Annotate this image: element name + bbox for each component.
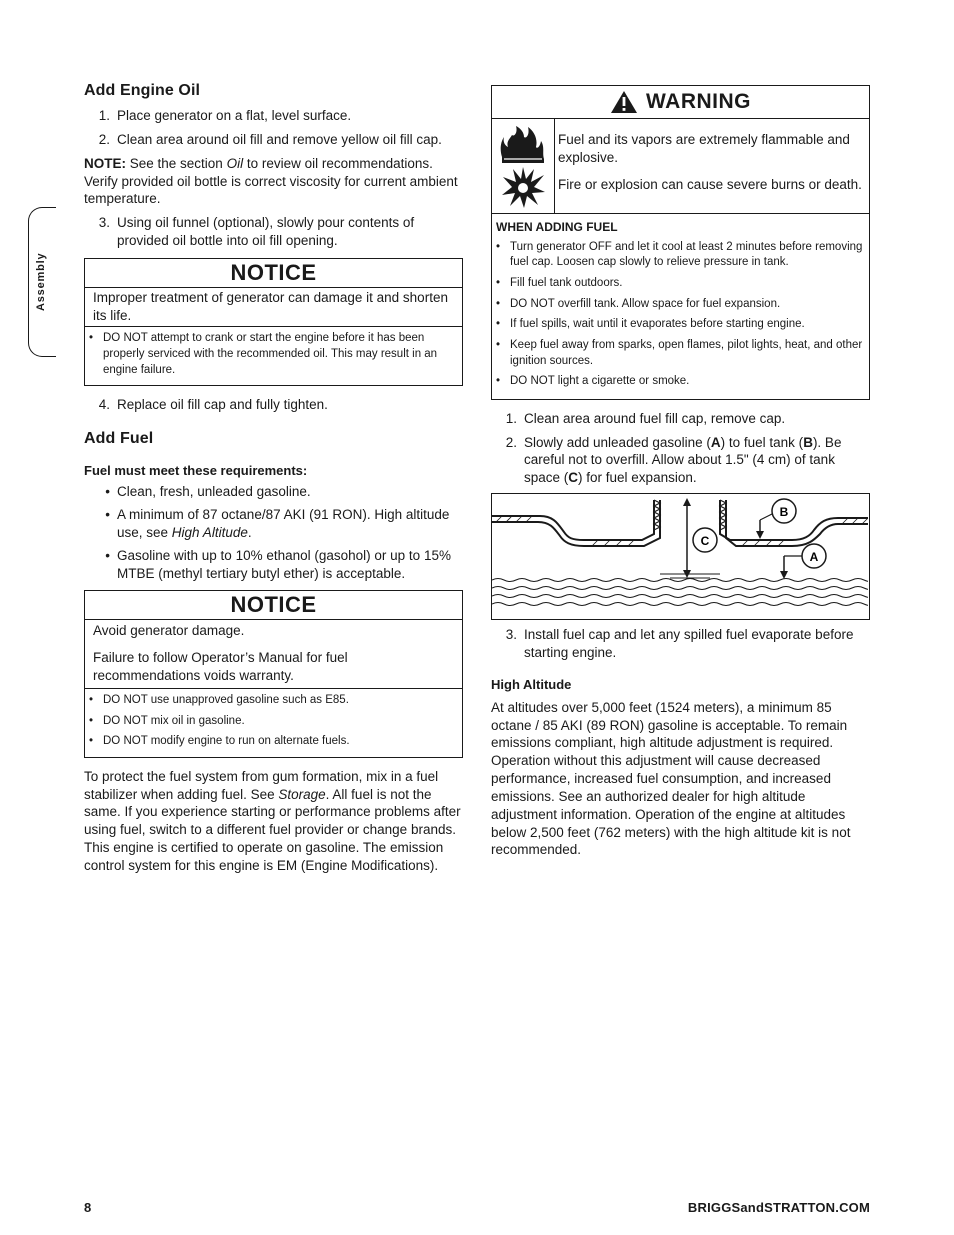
fuel-stabilizer-paragraph: To protect the fuel system from gum formation, mix in a fuel stabilizer when adding fuel. See Storage. All fuel is not the same. If you experience starting or performance problems after using fuel, switch to a different fuel provider or change brands. This engine is certified to operate on gasoline. The emission control system for this engine is EM (Engine Modifications). bbox=[84, 768, 461, 873]
oil-section-reference[interactable]: Oil bbox=[226, 155, 244, 171]
list-item: 3. Using oil funnel (optional), slowly pour contents of provided oil bottle into oil fill opening. bbox=[98, 215, 415, 248]
hazard-text-flammable: Fuel and its vapors are extremely flammable and explosive. bbox=[558, 132, 850, 165]
list-item: • Turn generator OFF and let it cool at least 2 minutes before removing fuel cap. Loosen cap slowly to relieve pressure in tank. bbox=[496, 240, 863, 269]
engine-oil-steps bbox=[84, 107, 463, 149]
label-a: A bbox=[809, 550, 819, 565]
list-item: • DO NOT modify engine to run on alternate fuels. bbox=[89, 735, 350, 748]
left-column bbox=[84, 80, 463, 881]
list-item: • DO NOT mix oil in gasoline. bbox=[89, 714, 245, 727]
list-item: 1. Place generator on a flat, level surface. bbox=[98, 108, 352, 124]
list-item: • Clean, fresh, unleaded gasoline. bbox=[105, 484, 311, 500]
list-item: 3. Install fuel cap and let any spilled fuel evaporate before starting engine. bbox=[505, 627, 854, 660]
fuel-requirements-list bbox=[84, 483, 463, 582]
side-tab-label: Assembly bbox=[35, 252, 47, 312]
warning-title: WARNING bbox=[646, 90, 751, 114]
notice-message: Improper treatment of generator can damage it and shorten its life. bbox=[93, 289, 448, 323]
list-item: 4. Replace oil fill cap and fully tighten. bbox=[98, 397, 328, 413]
list-item: • Keep fuel away from sparks, open flames, pilot lights, heat, and other ignition sources. bbox=[496, 338, 863, 367]
oil-notice-box bbox=[84, 258, 463, 387]
list-item: • Gasoline with up to 10% ethanol (gasohol) or up to 15% MTBE (methyl tertiary butyl ether) is acceptable. bbox=[105, 547, 451, 581]
add-fuel-heading: Add Fuel bbox=[84, 430, 154, 448]
fuel-warning-box bbox=[491, 85, 870, 400]
list-item: • DO NOT use unapproved gasoline such as E85. bbox=[89, 693, 349, 706]
warning-bullets bbox=[492, 240, 869, 399]
right-column bbox=[491, 85, 870, 865]
list-item: • DO NOT attempt to crank or start the engine before it has been properly serviced with the recommended oil. This may result in an engine failure. bbox=[89, 332, 438, 376]
fuel-steps bbox=[491, 410, 870, 487]
fire-icon bbox=[498, 123, 548, 165]
notice-message: Failure to follow Operator’s Manual for fuel recommendations voids warranty. bbox=[93, 650, 348, 684]
storage-reference[interactable]: Storage bbox=[278, 786, 326, 802]
fuel-requirements-heading: Fuel must meet these requirements: bbox=[84, 463, 308, 479]
explosion-icon bbox=[500, 165, 546, 209]
oil-note: NOTE: See the section Oil to review oil recommendations. Verify provided oil bottle is correct viscosity for current ambient temperature. bbox=[84, 155, 458, 207]
list-item: • If fuel spills, wait until it evaporates before starting engine. bbox=[496, 318, 805, 331]
list-item: • DO NOT light a cigarette or smoke. bbox=[496, 375, 690, 388]
hazard-text-burns: Fire or explosion can cause severe burns or death. bbox=[558, 176, 862, 192]
list-item: 1. Clean area around fuel fill cap, remove cap. bbox=[505, 410, 786, 426]
fuel-notice-box bbox=[84, 590, 463, 757]
list-item: • A minimum of 87 octane/87 AKI (91 RON). High altitude use, see High Altitude. bbox=[105, 507, 450, 540]
when-adding-fuel-heading: WHEN ADDING FUEL bbox=[496, 220, 618, 234]
high-altitude-reference[interactable]: High Altitude bbox=[171, 525, 248, 540]
notice-title: NOTICE bbox=[85, 591, 462, 620]
list-item: 2. Slowly add unleaded gasoline (A) to fuel tank (B). Be careful not to overfill. Allow about 1.5" (4 cm) of tank space (C) for fuel expansion. bbox=[505, 434, 842, 486]
label-b: B bbox=[779, 505, 789, 520]
list-item: 2. Clean area around oil fill and remove yellow oil fill cap. bbox=[98, 131, 442, 147]
fuel-tank-diagram bbox=[491, 493, 870, 620]
list-item: • Fill fuel tank outdoors. bbox=[496, 277, 623, 290]
warning-triangle-icon bbox=[610, 90, 638, 114]
label-c: C bbox=[700, 534, 710, 549]
add-engine-oil-heading: Add Engine Oil bbox=[84, 82, 201, 99]
notice-title: NOTICE bbox=[85, 259, 462, 288]
website-url: BRIGGSandSTRATTON.COM bbox=[687, 1200, 870, 1215]
fuel-tank-illustration bbox=[492, 494, 868, 618]
page-number: 8 bbox=[84, 1200, 92, 1215]
high-altitude-paragraph: At altitudes over 5,000 feet (1524 meters), a minimum 85 octane / 85 AKI (89 RON) gasoline is acceptable. To remain emissions compliant, high altitude adjustment is required. Operation without this adjustment will cause decreased performance, increased fuel consumption, and increased emissions. See an authorized dealer for high altitude adjustment information. Operation of the engine at altitudes below 2,500 feet (762 meters) with the high altitude kit is not recommended. bbox=[491, 699, 851, 858]
notice-message: Avoid generator damage. bbox=[93, 623, 245, 639]
list-item: • DO NOT overfill tank. Allow space for fuel expansion. bbox=[496, 297, 781, 310]
high-altitude-heading: High Altitude bbox=[491, 676, 572, 692]
